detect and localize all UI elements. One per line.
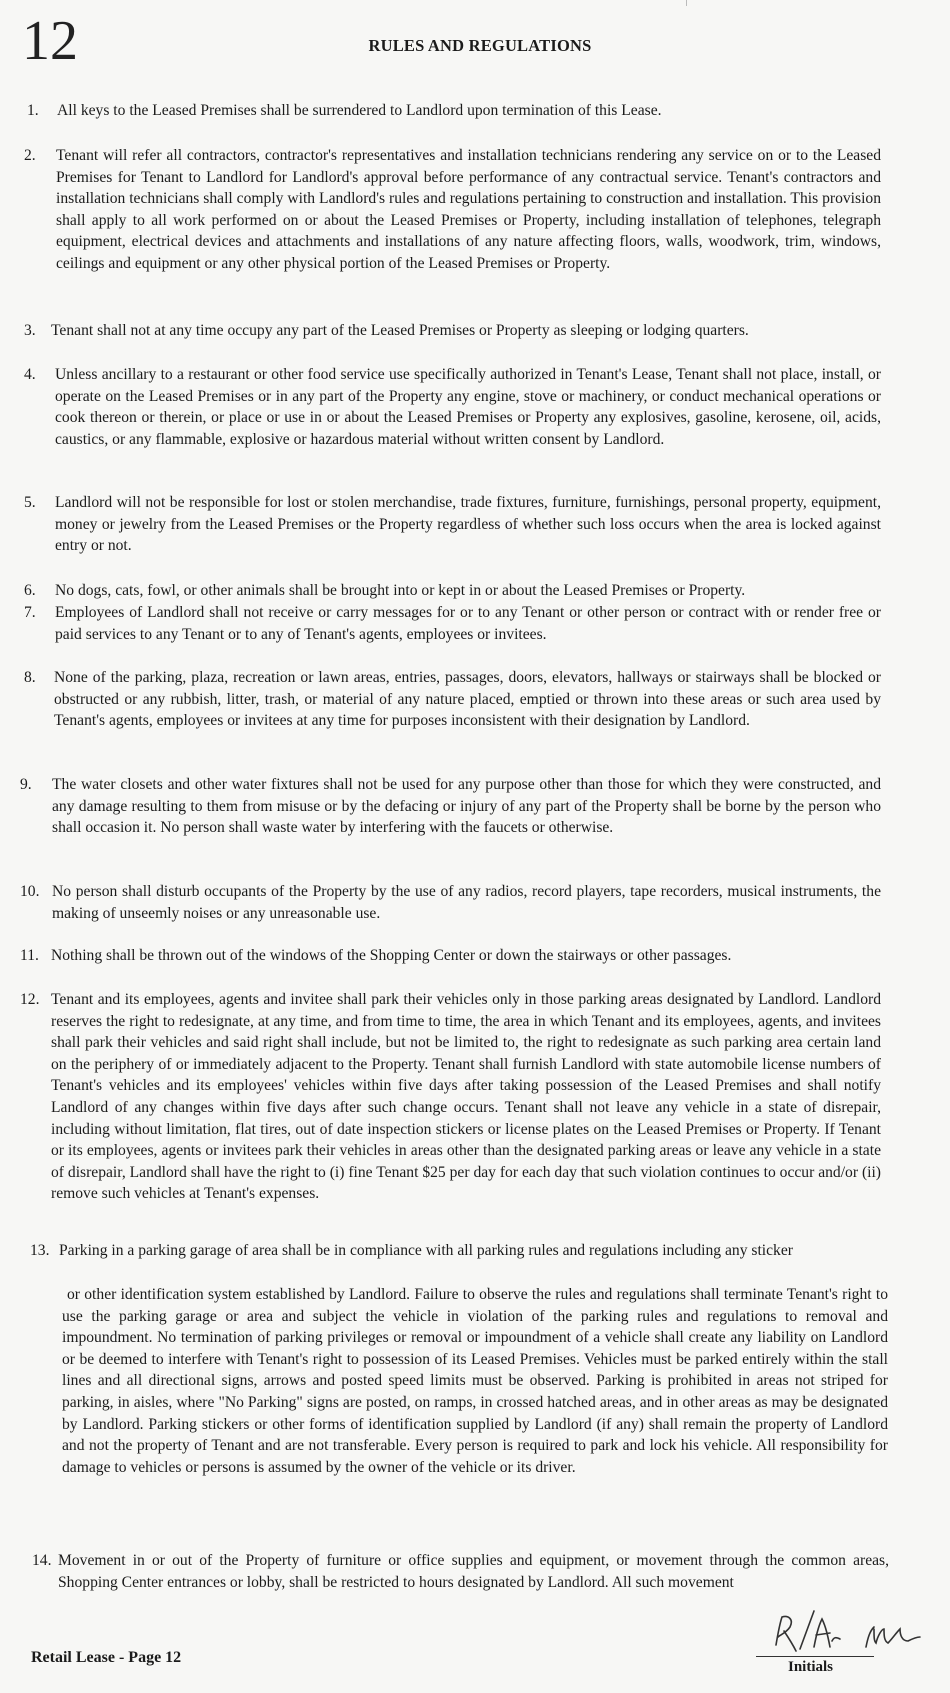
rule-number: 9. (20, 776, 32, 793)
rule-number: 10. (20, 883, 40, 900)
rule-3 (24, 320, 894, 342)
rule-text: Tenant will refer all contractors, contractor's representatives and installation technicians rendering any service on or to the Leased Premises for Tenant to Landlord for Landlord's approval before performance of any contractual service. Tenant's contractors and installation technicians shall comply with Landlord's rules and regulations pertaining to construction and installation. This provision shall apply to all work performed on or about the Leased Premises or Property, including installation of telephones, telegraph equipment, electrical devices and attachments and installations of any nature affecting floors, walls, woodwork, trim, windows, ceilings and equipment or any other physical portion of the Leased Premises or Property. (56, 147, 881, 272)
rule-10 (20, 881, 881, 924)
rule-text: Nothing shall be thrown out of the windows of the Shopping Center or down the stairways or other passages. (51, 947, 732, 964)
rule-6 (24, 580, 894, 602)
rule-number: 11. (20, 947, 39, 964)
page-number: 12 (22, 10, 78, 72)
rule-2 (24, 145, 881, 275)
rule-number: 4. (24, 366, 36, 383)
scan-mark (686, 0, 687, 6)
rule-14 (32, 1550, 889, 1593)
rule-number: 6. (24, 582, 36, 599)
rule-8 (24, 667, 881, 732)
rule-text: Landlord will not be responsible for lost or stolen merchandise, trade fixtures, furniture, furnishings, personal property, equipment, money or jewelry from the Leased Premises or the Property regardless of whether such loss occurs when the area is locked against entry or not. (55, 494, 881, 555)
rule-number: 5. (24, 494, 36, 511)
rule-text: Tenant shall not at any time occupy any part of the Leased Premises or Property as sleeping or lodging quarters. (51, 322, 749, 339)
rule-number: 14. (32, 1552, 52, 1569)
rule-text: or other identification system established by Landlord. Failure to observe the rules and regulations shall terminate Tenant's right to use the parking garage or area and subject the vehicle in violation of the parking rules and regulations to removal and impoundment. No termination of parking privileges or removal or impoundment of a vehicle shall create any liability on Landlord or be deemed to interfere with Tenant's right to possession of its Leased Premises. Vehicles must be parked entirely within the stall lines and all directional signs, arrows and posted speed limits must be observed. Parking is prohibited in areas not striped for parking, in aisles, where "No Parking" signs are posted, on ramps, in crossed hatched areas, and in other areas as may be designated by Landlord. Parking stickers or other forms of identification supplied by Landlord (if any) shall remain the property of Landlord and not the property of Tenant and are not transferable. Every person is required to park and lock his vehicle. All responsibility for damage to vehicles or persons is assumed by the owner of the vehicle or its driver. (62, 1286, 888, 1476)
rule-9 (20, 774, 881, 839)
rule-number: 2. (24, 147, 36, 164)
rule-text: Tenant and its employees, agents and invitee shall park their vehicles only in those parking areas designated by Landlord. Landlord reserves the right to redesignate, at any time, and from time to time, the area in which Tenant and its employees, agents, and invitees shall park their vehicles and said right shall include, but not be limited to, the right to redesignate as such parking area certain land on the periphery of or immediately adjacent to the Property. Tenant shall furnish Landlord with state automobile license numbers of Tenant's vehicles and its employees' vehicles within five days after taking possession of the Leased Premises and shall notify Landlord of any changes within five days after such change occurs. Tenant shall not leave any vehicle in a state of disrepair, including without limitation, flat tires, out of date inspection stickers or license plates on the Leased Premises or Property. If Tenant or its employees, agents or invitees park their vehicles in areas other than the designated parking areas or leave any vehicle in a state of disrepair, Landlord shall have the right to (i) fine Tenant $25 per day for each day that such violation continues to occur and/or (ii) remove such vehicles at Tenant's expenses. (51, 991, 881, 1203)
rule-13-continued (62, 1284, 888, 1478)
footer-page-label: Retail Lease - Page 12 (31, 1649, 182, 1666)
rule-text: Employees of Landlord shall not receive or carry messages for or to any Tenant or other person or contract with or render free or paid services to any Tenant or to any of Tenant's agents, employees or invitees. (55, 604, 881, 643)
rule-13 (30, 1240, 900, 1262)
rule-11 (20, 945, 890, 967)
rule-text: No dogs, cats, fowl, or other animals shall be brought into or kept in or about the Leased Premises or Property. (55, 582, 746, 599)
rule-text: Parking in a parking garage of area shall be in compliance with all parking rules and regulations including any sticker (59, 1242, 793, 1259)
rule-1 (27, 100, 819, 122)
rule-text: None of the parking, plaza, recreation or lawn areas, entries, passages, doors, elevators, hallways or stairways shall be blocked or obstructed or any rubbish, litter, trash, or material of any nature placed, emptied or thrown into these areas or such area used by Tenant's agents, employees or invitees at any time for purposes inconsistent with their designation by Landlord. (54, 669, 881, 730)
rule-12 (20, 989, 881, 1205)
rule-7 (24, 602, 881, 645)
rule-number: 7. (24, 604, 36, 621)
rule-text: The water closets and other water fixtures shall not be used for any purpose other than those for which they were constructed, and any damage resulting to them from misuse or by the defacing or injury of any part of the Property shall be borne by the person who shall occasion it. No person shall waste water by interfering with the faucets or otherwise. (52, 776, 881, 837)
initials-signature (770, 1607, 940, 1657)
rule-number: 12. (20, 991, 40, 1008)
rule-number: 13. (30, 1242, 50, 1259)
rule-5 (24, 492, 881, 557)
initials-label: Initials (788, 1659, 834, 1675)
rule-text: No person shall disturb occupants of the Property by the use of any radios, record players, tape recorders, musical instruments, the making of unseemly noises or any unreasonable use. (52, 883, 881, 922)
rule-number: 8. (24, 669, 36, 686)
rule-text: All keys to the Leased Premises shall be surrendered to Landlord upon termination of this Lease. (57, 102, 662, 119)
rule-number: 3. (24, 322, 36, 339)
rule-number: 1. (27, 102, 39, 119)
rule-text: Movement in or out of the Property of furniture or office supplies and equipment, or movement through the common areas, Shopping Center entrances or lobby, shall be restricted to hours designated by Landlord. All such movement (58, 1552, 889, 1591)
rule-4 (24, 364, 881, 450)
initials-line (756, 1656, 874, 1657)
page-title: RULES AND REGULATIONS (368, 36, 592, 55)
rule-text: Unless ancillary to a restaurant or other food service use specifically authorized in Tenant's Lease, Tenant shall not place, install, or operate on the Leased Premises or in any part of the Property any engine, stove or machinery, or conduct mechanical operations or cook thereon or therein, or place or use in or about the Leased Premises or Property any explosives, gasoline, kerosene, oil, acids, caustics, or any flammable, explosive or hazardous material without written consent by Landlord. (55, 366, 881, 448)
